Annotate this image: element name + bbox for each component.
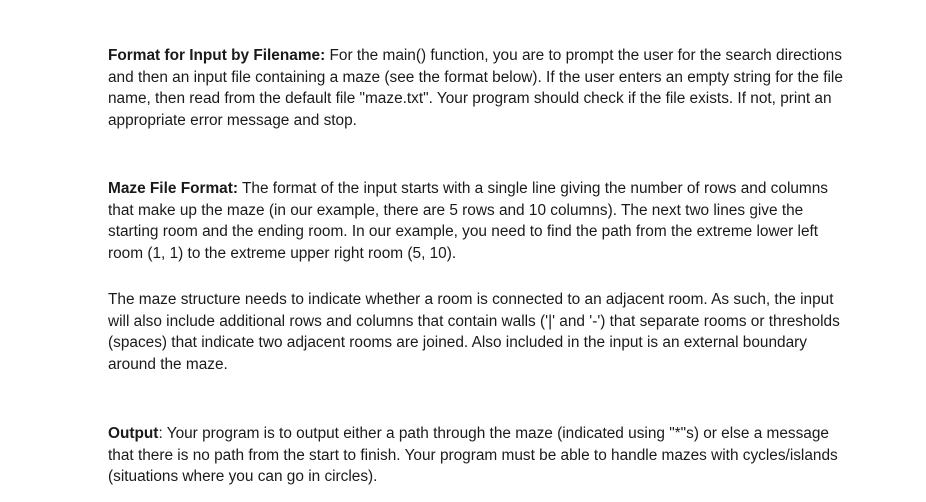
output-text: : Your program is to output either a path through the maze (indicated using "*"s) or else a message that there is no path from the start to finish. Your program must be able to handle mazes with cycles/islands (situations where you can go in circles). xyxy=(108,425,838,486)
input-format-paragraph xyxy=(108,45,848,131)
maze-file-format-heading: Maze File Format: xyxy=(108,180,238,197)
maze-file-format-text: The format of the input starts with a single line giving the number of rows and columns that make up the maze (in our example, there are 5 rows and 10 columns). The next two lines give the starting room and the ending room. In our example, you need to find the path from the extreme lower left room (1, 1) to the extreme upper right room (5, 10). xyxy=(108,180,828,262)
maze-structure-paragraph xyxy=(108,289,848,375)
input-format-text: For the main() function, you are to prompt the user for the search directions and then an input file containing a maze (see the format below). If the user enters an empty string for the file name, then read from the default file "maze.txt". Your program should check if the file exists. If not, print an appropriate error message and stop. xyxy=(108,47,843,129)
output-paragraph xyxy=(108,423,848,488)
output-heading: Output xyxy=(108,425,159,442)
maze-structure-text: The maze structure needs to indicate whether a room is connected to an adjacent room. As such, the input will also include additional rows and columns that contain walls ('|' and '-') that separate rooms or thresholds (spaces) that indicate two adjacent rooms are joined. Also included in the input is an external boundary around the maze. xyxy=(108,291,840,373)
input-format-heading: Format for Input by Filename: xyxy=(108,47,326,64)
maze-file-format-paragraph xyxy=(108,178,848,264)
